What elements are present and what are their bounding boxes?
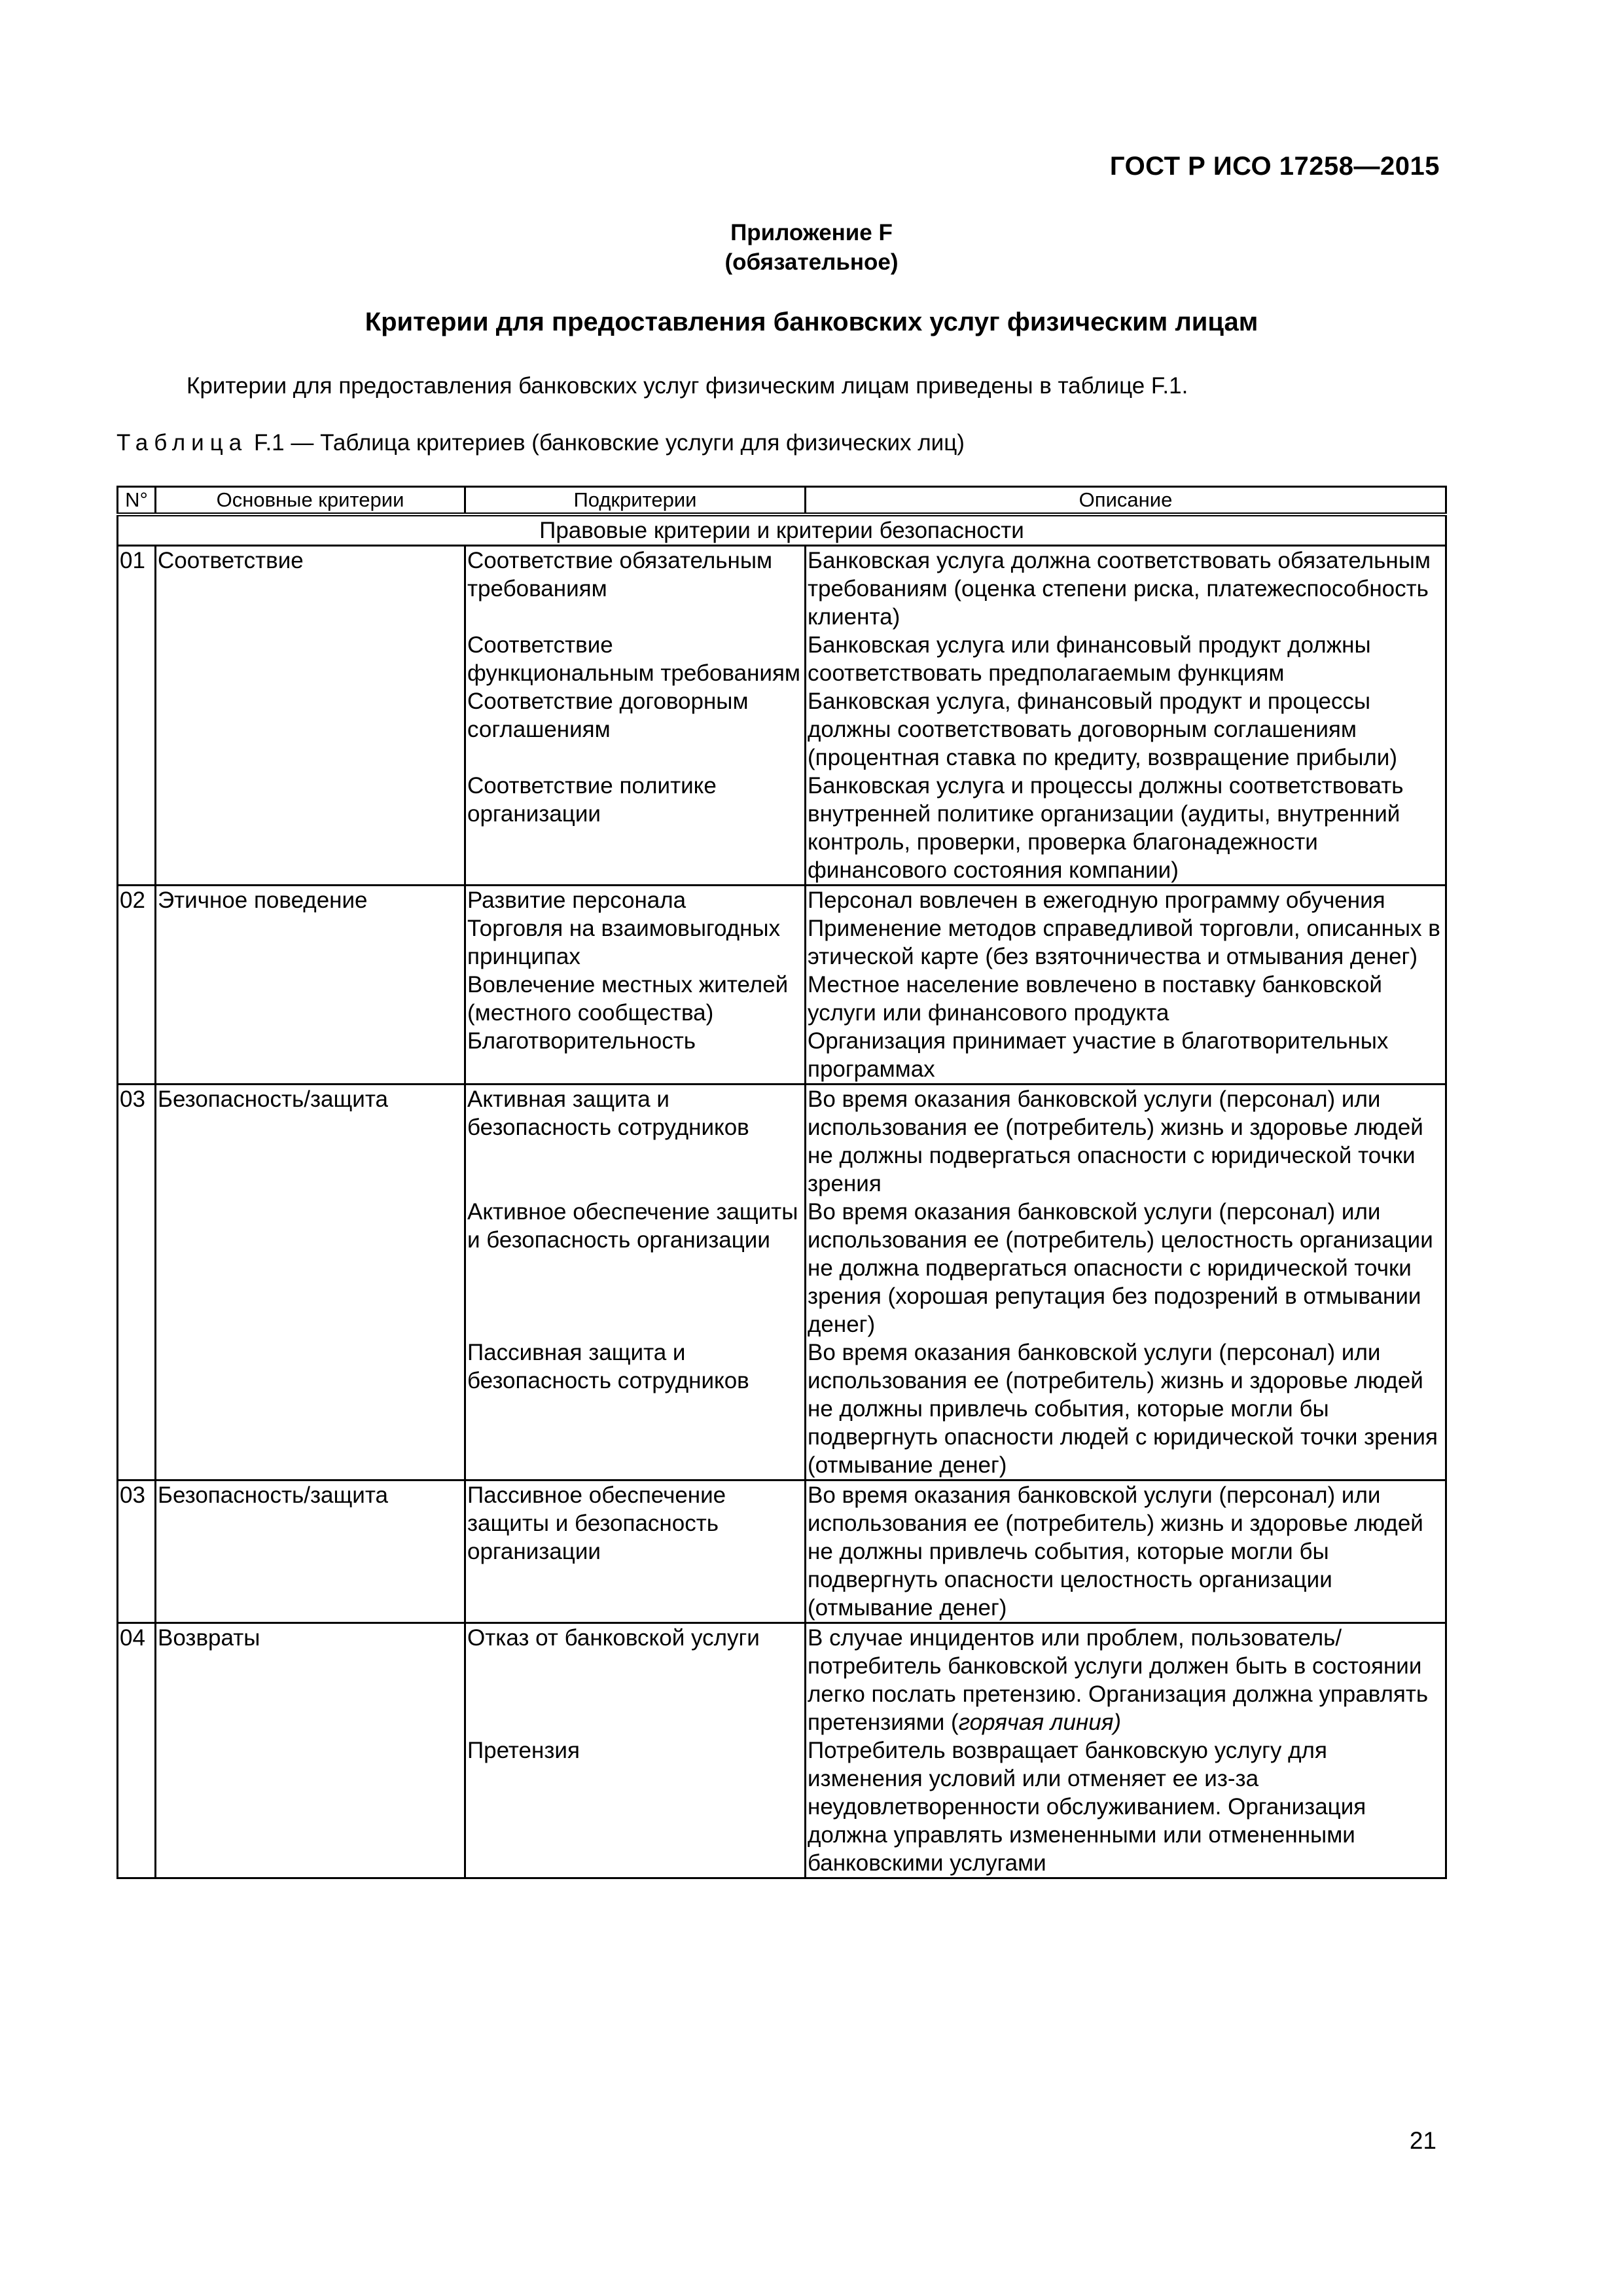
table-row [118, 971, 1446, 1027]
subcriterion: Торговля на взаимовыгодных принципах [465, 914, 806, 971]
table-header-row [118, 487, 1446, 515]
description: Банковская услуга или финансовый продукт должны соответствовать предполагаемым функциям [806, 631, 1446, 687]
header-main-criteria: Основные критерии [156, 487, 465, 515]
table-row [118, 687, 1446, 772]
description: Во время оказания банковской услуги (персонал) или использования ее (потребитель) жизнь и здоровье людей не должны привлечь события, которые могли бы подвергнуть опасности целостность организации (отмывание денег) [806, 1480, 1446, 1623]
header-num: N° [118, 487, 156, 515]
appendix-heading [0, 218, 1623, 277]
intro-paragraph: Критерии для предоставления банковских услуг физическим лицам приведены в таблице F.1. [187, 373, 1188, 399]
description: Организация принимает участие в благотворительных программах [806, 1027, 1446, 1085]
subcriterion: Развитие персонала [465, 886, 806, 915]
main-criterion: Безопасность/защита [156, 1480, 465, 1623]
description: Во время оказания банковской услуги (персонал) или использования ее (потребитель) целостность организации не должна подвергаться опасности с юридической точки зрения (хорошая репутация без подозрений в отмывании денег) [806, 1198, 1446, 1338]
description: Во время оказания банковской услуги (персонал) или использования ее (потребитель) жизнь и здоровье людей не должны подвергаться опасности с юридической точки зрения [806, 1085, 1446, 1198]
criterion-number: 03 [118, 1480, 156, 1623]
subcriterion: Соответствие договорным соглашениям [465, 687, 806, 772]
table-caption-text: F.1 — Таблица критериев (банковские услуги для физических лиц) [247, 430, 965, 456]
table-row [118, 1480, 1446, 1623]
criterion-number: 03 [118, 1085, 156, 1198]
description: Банковская услуга должна соответствовать обязательным требованиям (оценка степени риска, платежеспособность клиента) [806, 546, 1446, 632]
header-subcriteria: Подкритерии [465, 487, 806, 515]
criterion-number: 01 [118, 546, 156, 632]
subcriterion: Благотворительность [465, 1027, 806, 1085]
subcriterion: Соответствие обязательным требованиям [465, 546, 806, 632]
table-row [118, 546, 1446, 632]
table-row [118, 1623, 1446, 1737]
subcriterion: Активная защита и безопасность сотрудников [465, 1085, 806, 1198]
section-row [118, 514, 1446, 546]
section-title: Критерии для предоставления банковских услуг физическим лицам [365, 308, 1258, 336]
main-criterion: Соответствие [156, 546, 465, 632]
appendix-status: (обязательное) [724, 249, 899, 275]
table-row [118, 631, 1446, 687]
subcriterion: Соответствие политике организации [465, 772, 806, 886]
table-row [118, 1338, 1446, 1480]
description [806, 1623, 1446, 1737]
description: Банковская услуга и процессы должны соответствовать внутренней политике организации (аудиты, внутренний контроль, проверки, проверка благонадежности финансового состояния компании) [806, 772, 1446, 886]
table-row [118, 1085, 1446, 1198]
description: Местное население вовлечено в поставку банковской услуги или финансового продукта [806, 971, 1446, 1027]
description: Банковская услуга, финансовый продукт и процессы должны соответствовать договорным соглашениям (процентная ставка по кредиту, возвращение прибыли) [806, 687, 1446, 772]
criterion-number: 04 [118, 1623, 156, 1737]
table-row [118, 886, 1446, 915]
description-text: В случае инцидентов или проблем, пользователь/потребитель банковской услуги должен быть в состоянии легко послать претензию. Организация должна управлять претензиями ( [808, 1625, 1429, 1735]
description-italic: горячая линия) [958, 1710, 1122, 1735]
criterion-number: 02 [118, 886, 156, 915]
section-row-label: Правовые критерии и критерии безопасности [118, 514, 1446, 546]
subcriterion: Соответствие функциональным требованиям [465, 631, 806, 687]
description: Персонал вовлечен в ежегодную программу обучения [806, 886, 1446, 915]
subcriterion: Отказ от банковской услуги [465, 1623, 806, 1737]
subcriterion: Пассивное обеспечение защиты и безопасность организации [465, 1480, 806, 1623]
table-row [118, 1027, 1446, 1085]
subcriterion: Вовлечение местных жителей (местного сообщества) [465, 971, 806, 1027]
subcriterion: Активное обеспечение защиты и безопасность организации [465, 1198, 806, 1338]
subcriterion: Претензия [465, 1736, 806, 1878]
main-criterion: Безопасность/защита [156, 1085, 465, 1198]
main-criterion: Возвраты [156, 1623, 465, 1737]
table-caption-label: Таблица [116, 430, 248, 456]
subcriterion: Пассивная защита и безопасность сотрудников [465, 1338, 806, 1480]
description: Во время оказания банковской услуги (персонал) или использования ее (потребитель) жизнь и здоровье людей не должны привлечь события, которые могли бы подвергнуть опасности людей с юридической точки зрения (отмывание денег) [806, 1338, 1446, 1480]
page-number: 21 [1409, 2127, 1436, 2154]
table-row [118, 1198, 1446, 1338]
description: Применение методов справедливой торговли, описанных в этической карте (без взяточничества и отмывания денег) [806, 914, 1446, 971]
appendix-title: Приложение F [730, 220, 893, 245]
description: Потребитель возвращает банковскую услугу для изменения условий или отменяет ее из-за неудовлетворенности обслуживанием. Организация должна управлять измененными или отмененными банковскими услугами [806, 1736, 1446, 1878]
table-row [118, 772, 1446, 886]
table-row [118, 1736, 1446, 1878]
main-criterion: Этичное поведение [156, 886, 465, 915]
criteria-table [116, 486, 1447, 1879]
document-code: ГОСТ Р ИСО 17258—2015 [1109, 152, 1440, 181]
table-row [118, 914, 1446, 971]
header-description: Описание [806, 487, 1446, 515]
table-caption [116, 430, 965, 456]
